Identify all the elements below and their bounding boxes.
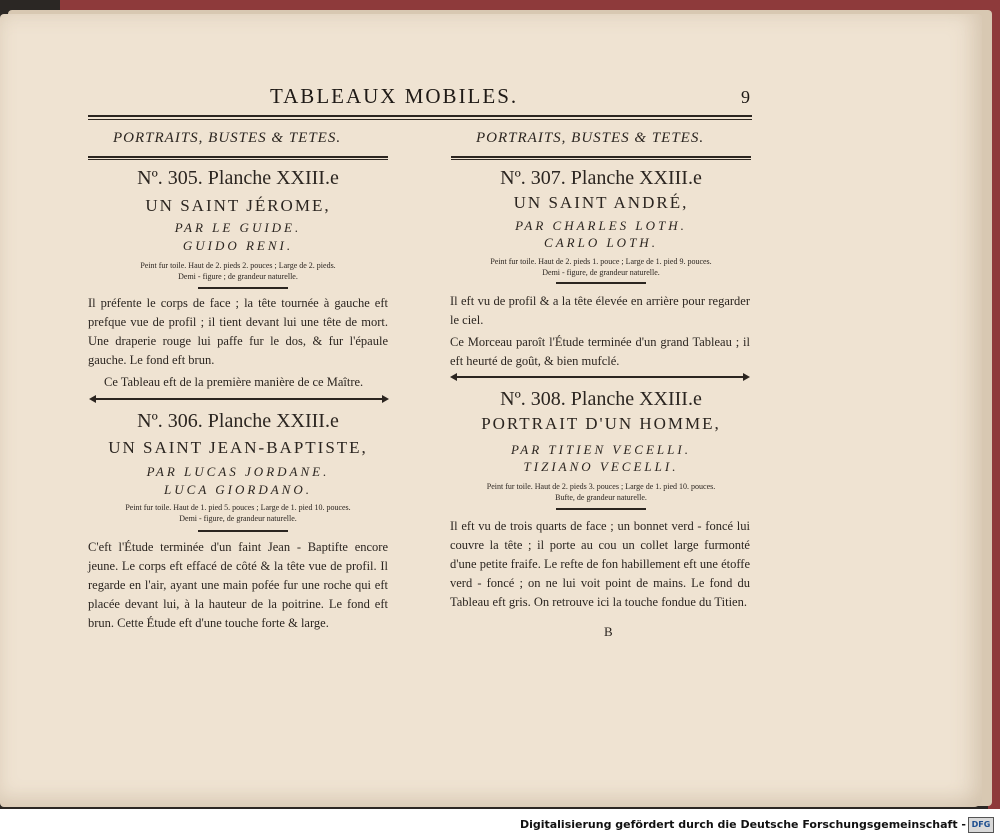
artist-name: PAR LE GUIDE. [174, 220, 302, 235]
entry-paragraph-text: Il préfente le corps de face ; la tête tournée à gauche eft prefque vue de profil ; il tient devant lui une tête de mort. Une draperie rouge lui paffe fur le dos, & fur l'épaule gauche. Le fond eft brun. [88, 296, 388, 367]
painting-details: Peint fur toile. Haut de 1. pied 5. pouces ; Large de 1. pied 10. pouces. [125, 503, 351, 512]
painting-details: Peint fur toile. Haut de 2. pieds 1. pouce ; Large de 1. pied 9. pouces. [490, 257, 712, 266]
right-section-rule [451, 156, 751, 158]
left-section-rule [88, 156, 388, 158]
page-number: 9 [741, 87, 750, 107]
right-section-heading: PORTRAITS, BUSTES & TETES. [476, 130, 705, 146]
entry-number: Nº. 307. Planche XXIII.e [500, 167, 702, 189]
artist-name: PAR CHARLES LOTH. [515, 218, 687, 233]
artist-name: PAR TITIEN VECELLI. [511, 442, 691, 457]
entry-paragraph [450, 517, 750, 612]
entry-divider [95, 398, 383, 400]
running-head: TABLEAUX MOBILES. [270, 84, 519, 108]
entry-number: Nº. 305. Planche XXIII.e [137, 167, 339, 189]
left-section-rule-thin [88, 159, 388, 160]
painting-details: Demi - figure, de grandeur naturelle. [542, 268, 660, 277]
header-rule-thin [88, 119, 752, 120]
entry-divider [456, 376, 744, 378]
header-rule-thick [88, 115, 752, 117]
entry-paragraph [450, 333, 750, 371]
entry-paragraph-text: Il eft vu de trois quarts de face ; un bonnet verd - foncé lui couvre la tête ; il porte au cou un collet large furmonté d'une petite fraife. Le refte de fon habillement eft une étoffe verd - foncé ; on ne lui voit point de mains. Le fond du Tableau eft gris. On retrouve ici la touche fondue du Titien. [450, 519, 750, 609]
entry-title: UN SAINT ANDRÉ, [513, 193, 689, 212]
entry-short-rule [556, 282, 646, 284]
painting-details: Demi - figure, de grandeur naturelle. [179, 514, 297, 523]
entry-paragraph [88, 538, 388, 633]
entry-paragraph [88, 294, 388, 370]
artist-name-italian: CARLO LOTH. [544, 235, 658, 250]
entry-title: UN SAINT JEAN-BAPTISTE, [108, 438, 368, 457]
artist-name-italian: TIZIANO VECELLI. [523, 459, 679, 474]
left-section-heading: PORTRAITS, BUSTES & TETES. [113, 130, 342, 146]
painting-details: Demi - figure ; de grandeur naturelle. [178, 272, 298, 281]
entry-title: UN SAINT JÉROME, [145, 196, 331, 215]
painting-details: Bufte, de grandeur naturelle. [555, 493, 647, 502]
painting-details: Peint fur toile. Haut de 2. pieds 3. pouces ; Large de 1. pied 10. pouces. [486, 482, 716, 491]
entry-short-rule [556, 508, 646, 510]
dfg-logo-icon: DFG [968, 817, 994, 833]
entry-short-rule [198, 530, 288, 532]
entry-paragraph [450, 292, 750, 330]
entry-paragraph-text: C'eft l'Étude terminée d'un faint Jean - Baptifte encore jeune. Le corps eft effacé de côté & la tête vue de profil. Il regarde en l'air, ayant une main pofée fur une roche qui eft placée devant lui, à la hauteur de la poitrine. Le fond eft brun. Cette Étude eft d'une touche forte & large. [88, 540, 388, 630]
footer-credit: Digitalisierung gefördert durch die Deutsche Forschungsgemeinschaft - [519, 818, 966, 831]
artist-name: PAR LUCAS JORDANE. [146, 464, 330, 479]
signature-mark: B [604, 624, 613, 639]
entry-title: PORTRAIT D'UN HOMME, [481, 414, 721, 433]
entry-number: Nº. 306. Planche XXIII.e [137, 410, 339, 432]
painting-details: Peint fur toile. Haut de 2. pieds 2. pouces ; Large de 2. pieds. [140, 261, 336, 270]
right-section-rule-thin [451, 159, 751, 160]
entry-paragraph-text: Ce Tableau eft de la première manière de ce Maître. [104, 375, 364, 389]
artist-name-italian: LUCA GIORDANO. [164, 482, 312, 497]
entry-number: Nº. 308. Planche XXIII.e [500, 388, 702, 410]
entry-paragraph [104, 373, 394, 392]
entry-paragraph-text: Il eft vu de profil & a la tête élevée en arrière pour regarder le ciel. [450, 294, 750, 327]
entry-paragraph-text: Ce Morceau paroît l'Étude terminée d'un grand Tableau ; il eft heurté de goût, & bien mufclé. [450, 335, 750, 368]
artist-name-italian: GUIDO RENI. [182, 238, 294, 253]
entry-short-rule [198, 287, 288, 289]
